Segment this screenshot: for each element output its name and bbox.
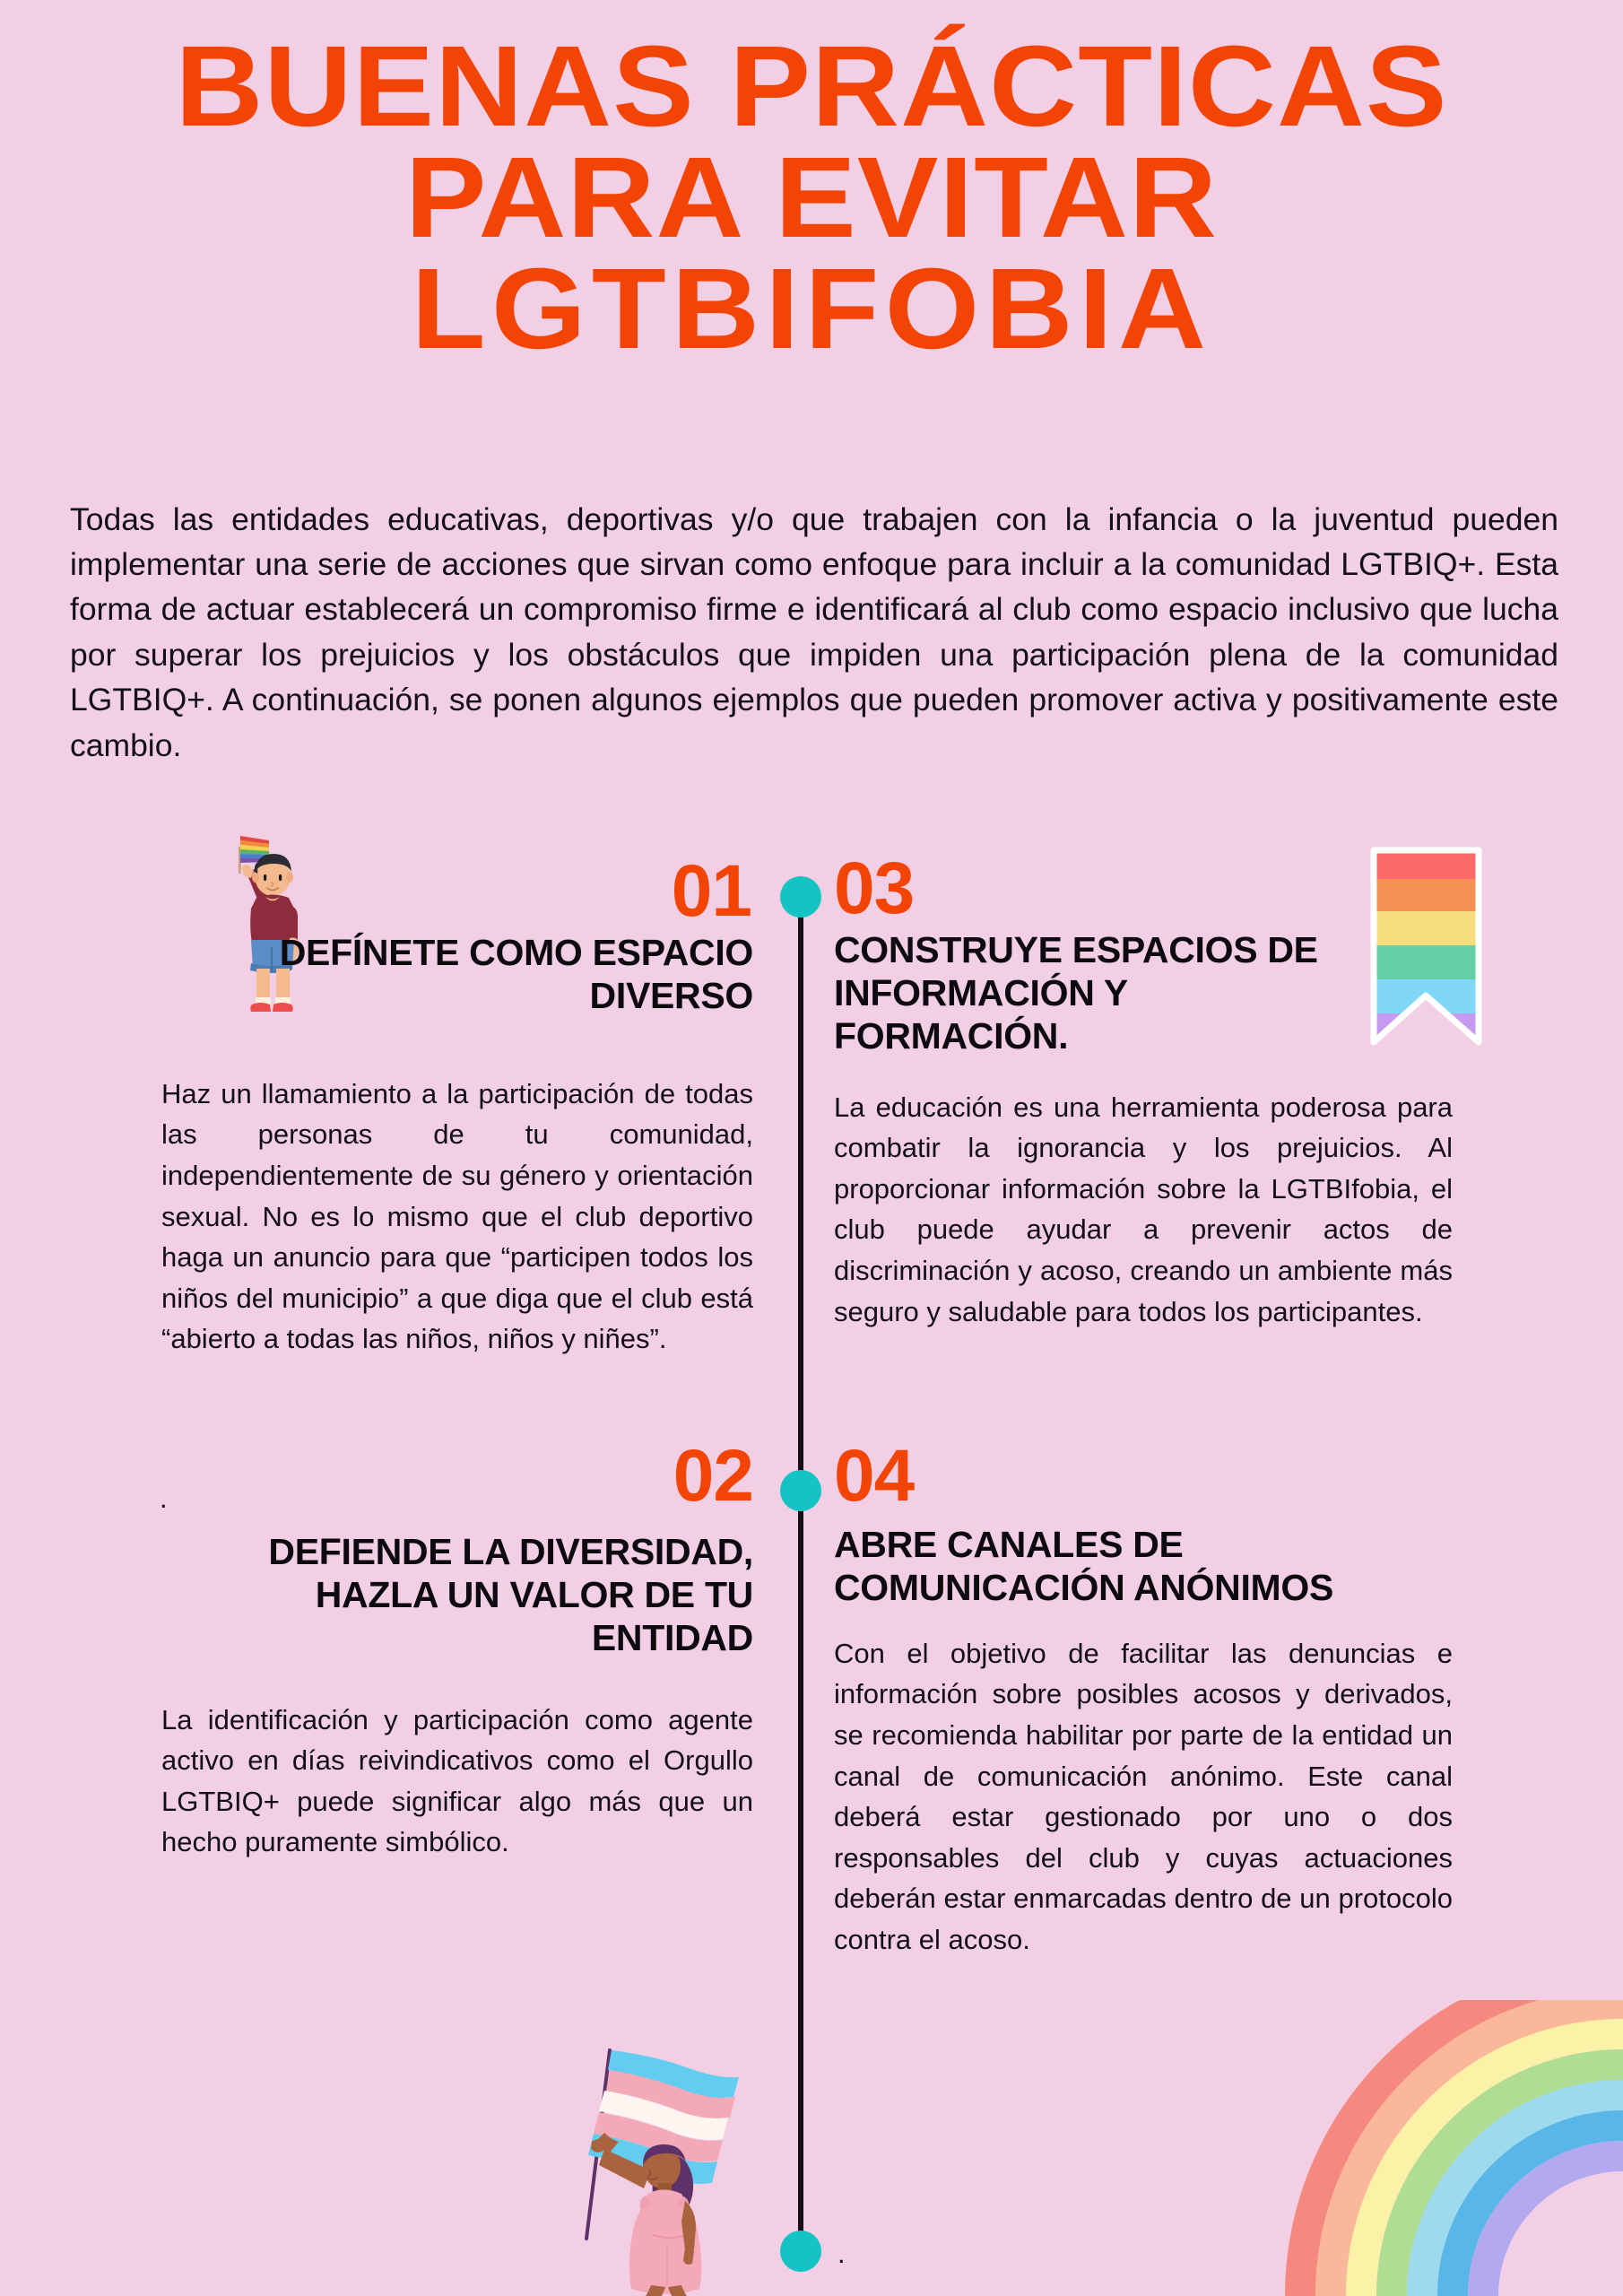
section-01-number: 01 — [671, 850, 751, 932]
paragraph-end-marker-a: . — [160, 1483, 168, 1514]
section-03-number: 03 — [834, 848, 915, 929]
intro-paragraph: Todas las entidades educativas, deportivas y/o que trabajen con la infancia o la juventud pueden implementar una serie de acciones que sirvan como enfoque para incluir a la comunidad LGTBIQ+. Esta forma de actuar establecerá un compromiso firme e identificará al club como espacio inclusivo que lucha por superar los prejuicios y los obstáculos que impiden una participación plena de la comunidad LGTBIQ+. A continuación, se ponen algunos ejemplos que pueden promover activa y positivamente este cambio. — [70, 500, 1558, 763]
title-line-2: PARA EVITAR — [404, 133, 1219, 262]
section-01 — [161, 850, 753, 1360]
section-03 — [834, 848, 1453, 1332]
paragraph-end-marker-b: . — [838, 2238, 846, 2269]
title-line-3: LGTBIFOBIA — [411, 244, 1212, 373]
section-04-body: Con el objetivo de facilitar las denuncias e información sobre posibles acosos y derivados, se recomienda habilitar por parte de la entidad un canal de comunicación anónimo. Este canal deberá estar gestionado por uno o dos responsables del club y cuyas actuaciones deberán estar enmarcadas dentro de un protocolo contra el acoso. — [834, 1637, 1453, 1955]
timeline-vertical-line — [798, 897, 803, 2253]
section-01-body: Haz un llamamiento a la participación de todas las personas de tu comunidad, independientemente de su género y orientación sexual. No es lo mismo que el club deportivo haga un anuncio para que “participen todos los niños del municipio” a que diga que el club está “abierto a todas las niños, niños y niñes”. — [161, 1077, 753, 1355]
timeline-dot-bottom — [780, 2231, 821, 2272]
section-04-heading: ABRE CANALES DE COMUNICACIÓN ANÓNIMOS — [834, 1523, 1334, 1608]
timeline-dot-middle — [780, 1470, 821, 1511]
pastel-rainbow-arc-icon — [1282, 2000, 1623, 2296]
section-02-number: 02 — [673, 1435, 753, 1517]
timeline-dot-top — [780, 876, 821, 918]
section-02 — [161, 1435, 753, 1863]
woman-with-trans-flag-icon — [572, 2034, 778, 2296]
section-03-body: La educación es una herramienta poderosa para combatir la ignorancia y los prejuicios. Al proporcionar información sobre la LGTBIfobia, el club puede ayudar a prevenir actos de discriminación y acoso, creando un ambiente más seguro y saludable para todos los participantes. — [834, 1091, 1453, 1327]
section-03-heading: CONSTRUYE ESPACIOS DE INFORMACIÓN Y FORMACIÓN. — [834, 928, 1318, 1057]
section-02-heading: DEFIENDE LA DIVERSIDAD, HAZLA UN VALOR DE TU ENTIDAD — [268, 1530, 753, 1658]
section-04-number: 04 — [834, 1435, 915, 1517]
page-title — [0, 22, 1623, 373]
title-line-1: BUENAS PRÁCTICAS — [175, 22, 1448, 151]
section-04 — [834, 1435, 1453, 1960]
section-02-body: La identificación y participación como agente activo en días reivindicativos como el Orgullo LGTBIQ+ puede significar algo más que un hecho puramente simbólico. — [161, 1703, 753, 1858]
section-01-heading: DEFÍNETE COMO ESPACIO DIVERSO — [279, 931, 753, 1016]
